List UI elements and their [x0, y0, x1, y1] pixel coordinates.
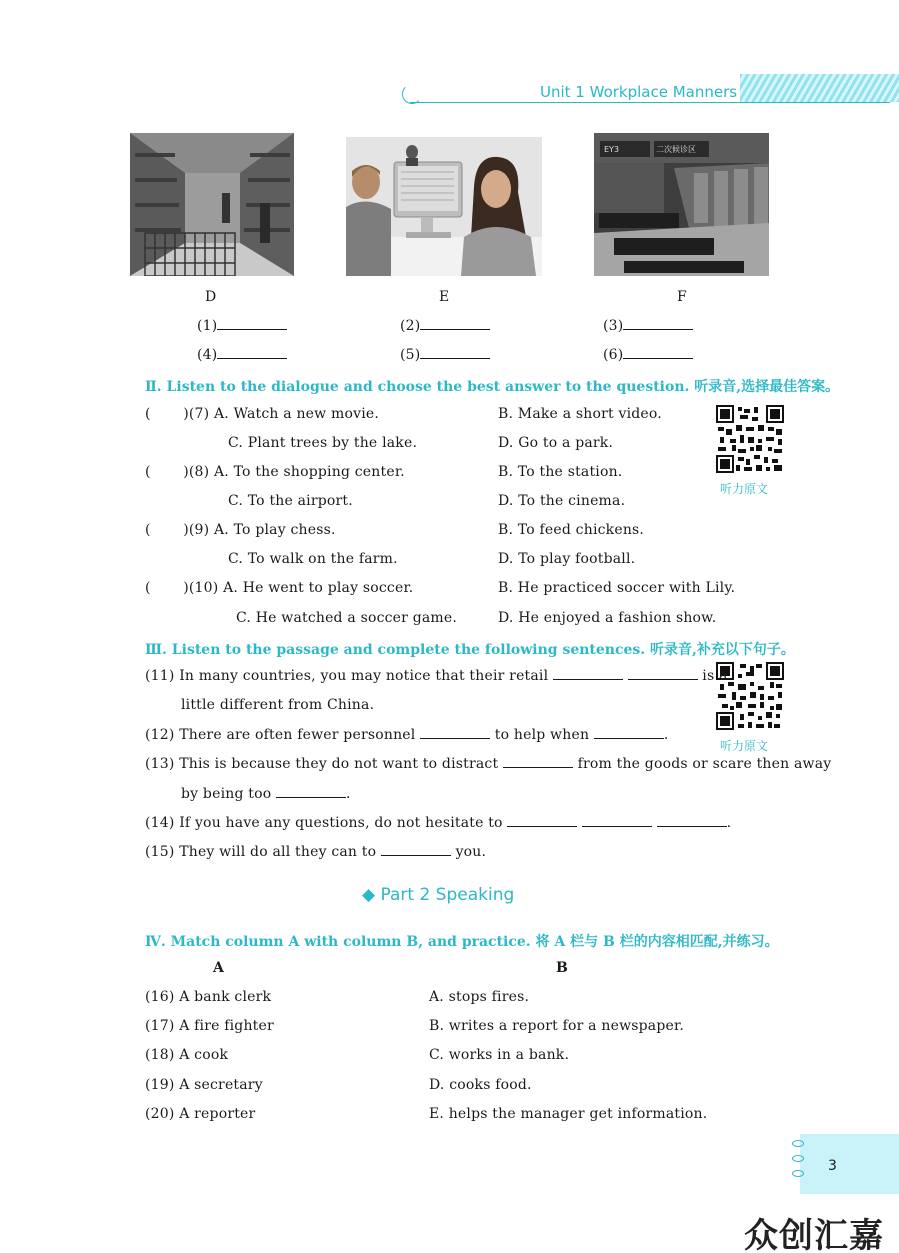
sentence-15: (15) They will do all they can to you.	[145, 844, 487, 860]
answer-blank[interactable]	[623, 318, 693, 330]
sentence-11-cont: little different from China.	[181, 697, 375, 713]
header-stripe-decoration	[740, 74, 899, 102]
sentence-11: (11) In many countries, you may notice that their retail is a	[145, 668, 728, 684]
question-row: ( )(7) A. Watch a new movie.	[145, 406, 380, 422]
answer-blank[interactable]	[623, 347, 693, 359]
answer-blank[interactable]	[217, 347, 287, 359]
match-item-b: A. stops fires.	[429, 989, 530, 1005]
match-item-a: (17) A fire fighter	[145, 1018, 274, 1034]
answer-blank[interactable]	[420, 727, 490, 739]
match-item-a: (19) A secretary	[145, 1077, 263, 1093]
option-d: D. To the cinema.	[498, 493, 626, 509]
option-b: B. To the station.	[498, 464, 623, 480]
section-3-title: Ⅲ. Listen to the passage and complete the following sentences. 听录音,补充以下句子。	[145, 642, 795, 658]
answer-blank[interactable]	[628, 668, 698, 680]
option-c: C. To the airport.	[228, 493, 353, 509]
column-a-header: A	[213, 960, 224, 976]
waiting-hall-photo	[594, 133, 769, 276]
question-row: ( )(9) A. To play chess.	[145, 522, 336, 538]
answer-blank[interactable]	[657, 815, 727, 827]
page-tab-decoration	[800, 1134, 899, 1194]
ring-binder-icon	[792, 1140, 806, 1188]
picture-label-d: D	[205, 289, 217, 305]
svg-text:二次候诊区: 二次候诊区	[656, 145, 696, 154]
blank-item: (4)	[197, 347, 287, 363]
answer-blank[interactable]	[217, 318, 287, 330]
arrow-arc-icon	[402, 84, 422, 104]
unit-title: Unit 1 Workplace Manners	[540, 83, 738, 101]
sentence-14: (14) If you have any questions, do not hesitate to .	[145, 815, 732, 831]
answer-blank[interactable]	[420, 347, 490, 359]
header-rule	[410, 102, 890, 103]
blank-item: (2)	[400, 318, 490, 334]
answer-blank[interactable]	[381, 844, 451, 856]
qr-code-label: 听力原文	[720, 482, 769, 496]
match-item-b: B. writes a report for a newspaper.	[429, 1018, 685, 1034]
qr-code-label: 听力原文	[720, 739, 769, 753]
question-row: ( )(10) A. He went to play soccer.	[145, 580, 414, 596]
option-d: D. He enjoyed a fashion show.	[498, 610, 717, 626]
match-item-a: (20) A reporter	[145, 1106, 256, 1122]
watermark-logo: 众创汇嘉	[744, 1216, 884, 1253]
option-b: B. To feed chickens.	[498, 522, 645, 538]
match-item-a: (18) A cook	[145, 1047, 229, 1063]
page-number: 3	[828, 1158, 837, 1174]
supermarket-photo	[130, 133, 294, 276]
answer-blank[interactable]	[507, 815, 577, 827]
answer-blank[interactable]	[420, 318, 490, 330]
part-2-heading: ◆ Part 2 Speaking	[362, 885, 515, 905]
question-row: ( )(8) A. To the shopping center.	[145, 464, 405, 480]
sentence-13-cont: by being too .	[181, 786, 351, 802]
office-photo	[346, 137, 542, 276]
option-c: C. To walk on the farm.	[228, 551, 398, 567]
answer-blank[interactable]	[553, 668, 623, 680]
section-4-title: Ⅳ. Match column A with column B, and practice. 将 A 栏与 B 栏的内容相匹配,并练习。	[145, 934, 779, 950]
answer-blank[interactable]	[503, 756, 573, 768]
column-b-header: B	[556, 960, 568, 976]
match-item-b: E. helps the manager get information.	[429, 1106, 708, 1122]
option-d: D. Go to a park.	[498, 435, 614, 451]
section-2-title: Ⅱ. Listen to the dialogue and choose the best answer to the question. 听录音,选择最佳答案。	[145, 379, 840, 395]
picture-label-e: E	[439, 289, 450, 305]
option-b: B. Make a short video.	[498, 406, 662, 422]
picture-label-f: F	[677, 289, 687, 305]
blank-item: (5)	[400, 347, 490, 363]
answer-blank[interactable]	[582, 815, 652, 827]
sentence-12: (12) There are often fewer personnel to help when .	[145, 727, 669, 743]
blank-item: (1)	[197, 318, 287, 334]
blank-item: (3)	[603, 318, 693, 334]
answer-blank[interactable]	[594, 727, 664, 739]
page-header	[400, 70, 899, 110]
option-b: B. He practiced soccer with Lily.	[498, 580, 736, 596]
qr-code-icon[interactable]	[716, 405, 784, 473]
sentence-13: (13) This is because they do not want to distract from the goods or scare then away	[145, 756, 832, 772]
option-c: C. Plant trees by the lake.	[228, 435, 418, 451]
match-item-b: C. works in a bank.	[429, 1047, 570, 1063]
option-c: C. He watched a soccer game.	[236, 610, 458, 626]
svg-text:EY3: EY3	[604, 145, 620, 154]
match-item-b: D. cooks food.	[429, 1077, 532, 1093]
blank-item: (6)	[603, 347, 693, 363]
option-d: D. To play football.	[498, 551, 636, 567]
match-item-a: (16) A bank clerk	[145, 989, 272, 1005]
answer-blank[interactable]	[276, 786, 346, 798]
